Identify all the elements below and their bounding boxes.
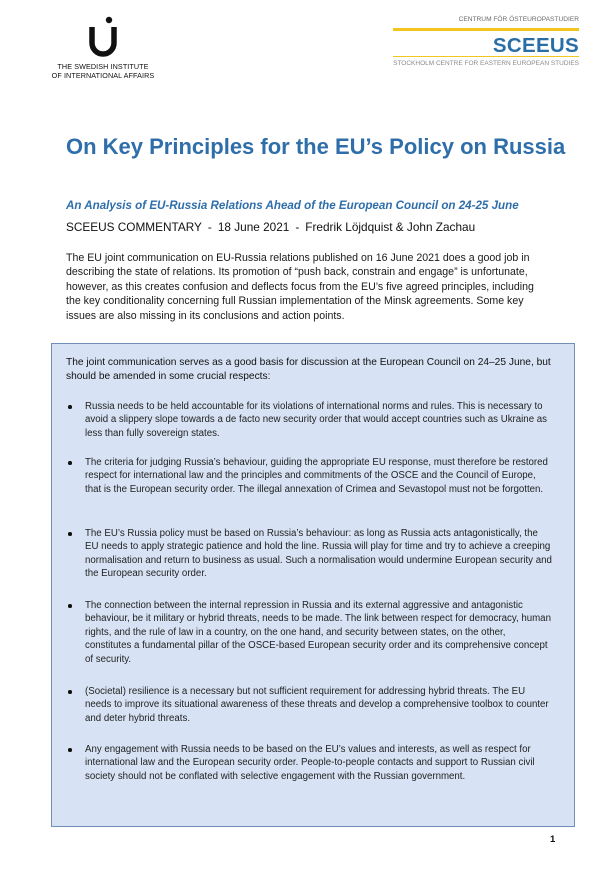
list-item-text: The EU’s Russia policy must be based on Russia’s behaviour: as long as Russia acts antagonistically, the EU needs to apply strategic patience and hold the line. Russia will play for time and try to achieve a creeping normalisation and return to business as usual. Such a normalisation would undermine European security and the European security order. xyxy=(85,528,552,580)
bullet-icon xyxy=(68,405,72,409)
meta-separator: - xyxy=(207,220,212,234)
list-item xyxy=(85,400,553,440)
list-item xyxy=(85,599,553,666)
bullet-icon xyxy=(68,461,72,465)
page-number: 1 xyxy=(550,834,556,845)
sceeus-swedish-name: CENTRUM FÖR ÖSTEUROPASTUDIER xyxy=(458,16,579,23)
bullet-icon xyxy=(68,532,72,536)
sceeus-name: SCEEUS xyxy=(492,34,579,57)
meta-date: 18 June 2021 xyxy=(217,220,290,234)
ui-logo xyxy=(48,16,158,80)
list-item-text: The connection between the internal repression in Russia and its external aggressive and antagonistic behaviour, be it military or hybrid threats, needs to be made. The link between respect for democracy, human rights, and the rule of law in a country, on the one hand, and security between states, on the other, constitutes a fundamental pillar of the OSCE-based European security order and its comprehensive concept of security. xyxy=(85,600,551,665)
list-item xyxy=(85,743,553,783)
list-item xyxy=(85,685,553,725)
summary-box xyxy=(51,343,575,827)
list-item xyxy=(85,456,553,496)
bullet-icon xyxy=(68,604,72,608)
meta-separator: - xyxy=(295,220,300,234)
meta-authors: Fredrik Löjdquist & John Zachau xyxy=(305,220,476,234)
bullet-icon xyxy=(68,690,72,694)
document-meta xyxy=(66,219,586,235)
meta-type: SCEEUS COMMENTARY xyxy=(66,220,202,234)
summary-lead: The joint communication serves as a good basis for discussion at the European Council on 24–25 June, but should be amended in some crucial respects: xyxy=(66,357,551,382)
document-title: On Key Principles for the EU’s Policy on Russia xyxy=(66,134,566,159)
list-item-text: Russia needs to be held accountable for its violations of international norms and rules. This is necessary to avoid a slippery slope towards a de facto new security order that would accept countries such as Ukraine as less than fully sovereign states. xyxy=(85,401,548,439)
list-item-text: (Societal) resilience is a necessary but not sufficient requirement for addressing hybrid threats. The EU needs to improve its situational awareness of these threats and develop a comprehensive toolbox to counter and deter hybrid threats. xyxy=(85,686,549,724)
ui-logo-icon xyxy=(86,16,120,60)
document-subtitle: An Analysis of EU-Russia Relations Ahead of the European Council on 24-25 June xyxy=(66,199,519,212)
logo-text-line2: OF INTERNATIONAL AFFAIRS xyxy=(51,71,155,80)
intro-paragraph: The EU joint communication on EU-Russia relations published on 16 June 2021 does a good job in describing the state of relations. Its promotion of “push back, constrain and engage” is unfortunate, however, as this creates confusion and deflects focus from the EU’s five agreed principles, including the key conditionality concerning full Russian implementation of the Minsk agreements. Some key issues are also missing in its conclusions and action points. xyxy=(66,252,534,322)
list-item-text: The criteria for judging Russia’s behaviour, guiding the appropriate EU response, must therefore be restored respect for international law and the principles and commitments of the OSCE and the Council of Europe, that is the European security order. The illegal annexation of Crimea and Sevastopol must not be forgotten. xyxy=(85,457,548,495)
bullet-icon xyxy=(68,748,72,752)
logo-text-line1: THE SWEDISH INSTITUTE xyxy=(57,62,149,71)
sceeus-english-name: STOCKHOLM CENTRE FOR EASTERN EUROPEAN STUDIES xyxy=(393,60,579,67)
sceeus-accent-bar xyxy=(393,28,579,31)
sceeus-logo xyxy=(393,16,579,68)
list-item xyxy=(85,527,553,581)
list-item-text: Any engagement with Russia needs to be based on the EU’s values and interests, as well as respect for international law and the European security order. People-to-people contacts and support to Russian civil society should not be conflated with selective engagement with the Russian government. xyxy=(85,744,535,782)
